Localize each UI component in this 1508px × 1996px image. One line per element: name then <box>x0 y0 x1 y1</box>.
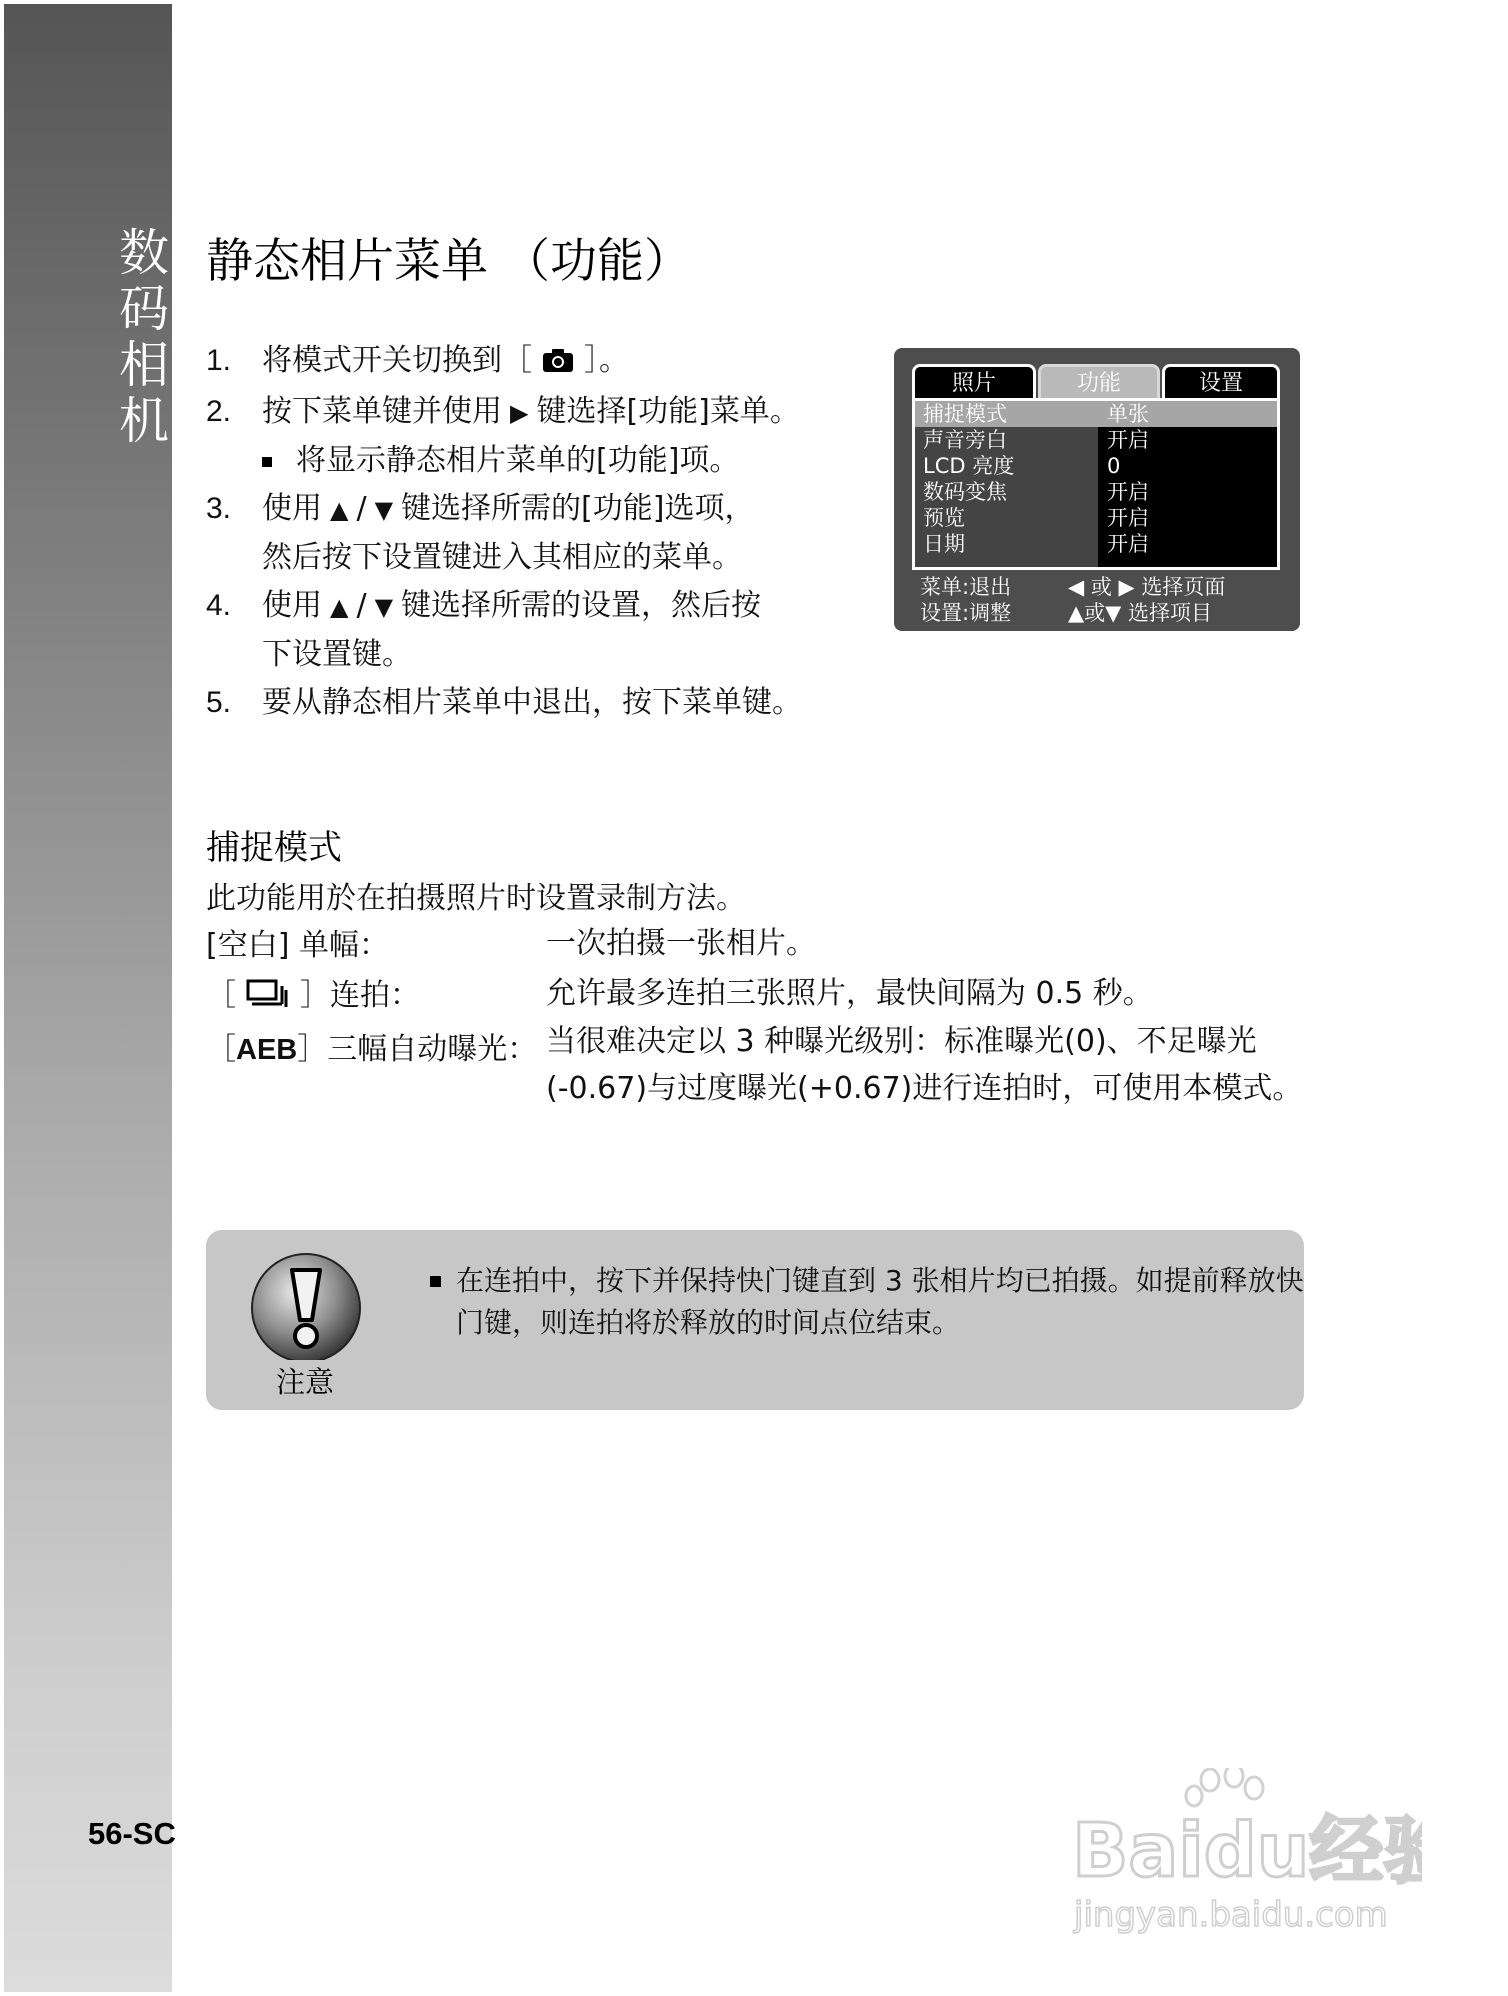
tab-settings[interactable]: 设置 <box>1162 364 1280 398</box>
menu-footer-left <box>920 574 1011 626</box>
slash: / <box>356 491 367 526</box>
step-number: 5. <box>206 686 232 719</box>
section-title: 捕捉模式 <box>206 828 342 868</box>
bullet-square-icon <box>262 457 272 467</box>
step-1 <box>206 337 866 388</box>
bracket-open: ［ <box>206 1032 236 1067</box>
menu-item-digital-zoom[interactable] <box>915 479 1277 505</box>
menu-item-voice-memo[interactable] <box>915 427 1277 453</box>
right-arrow-icon: ▶ <box>1118 575 1135 599</box>
menu-item-label: 数码变焦 <box>923 480 1007 504</box>
menu-item-value: 开启 <box>1107 506 1149 530</box>
slash: / <box>356 588 367 623</box>
menu-item-value: 单张 <box>1107 402 1149 426</box>
page-number: 56-SC <box>88 1816 176 1851</box>
tab-photo[interactable]: 照片 <box>912 364 1036 398</box>
step-2 <box>206 388 866 437</box>
down-arrow-icon: ▼ <box>374 593 394 621</box>
menu-item-lcd-brightness[interactable] <box>915 453 1277 479</box>
mode-description: 当很难决定以 3 种曝光级别：标准曝光(0)、不足曝光(-0.67)与过度曝光(+0.67)进行连拍时，可使用本模式。 <box>546 1024 1303 1106</box>
menu-item-label: 捕捉模式 <box>923 402 1007 426</box>
mode-description: 允许最多连拍三张照片，最快间隔为 0.5 秒。 <box>546 976 1153 1011</box>
up-arrow-icon: ▲ <box>330 593 349 621</box>
step-number: 4. <box>206 589 232 622</box>
menu-item-label: 声音旁白 <box>923 428 1007 452</box>
watermark <box>1062 1768 1422 1942</box>
menu-exit-hint: 菜单:退出 <box>920 575 1012 599</box>
step-text: 将模式开关切换到［ <box>262 343 532 378</box>
step-list <box>206 337 866 727</box>
mode-label: ］连拍： <box>300 978 420 1013</box>
menu-item-label: 预览 <box>923 506 965 530</box>
step-text: 使用 <box>262 588 322 623</box>
camera-icon <box>542 340 574 388</box>
menu-item-value: 开启 <box>1107 480 1149 504</box>
menu-list <box>912 398 1280 570</box>
tab-function[interactable]: 功能 <box>1038 364 1160 398</box>
note-label: 注意 <box>276 1365 335 1399</box>
select-item-hint: 选择项目 <box>1128 601 1212 625</box>
set-adjust-hint: 设置:调整 <box>920 601 1012 625</box>
watermark-url: jingyan.baidu.com <box>1074 1895 1388 1935</box>
step-number: 3. <box>206 492 232 525</box>
mode-label: ］三幅自动曝光： <box>297 1032 538 1067</box>
note-text <box>430 1260 1316 1344</box>
step-2-subitem <box>206 437 866 485</box>
sidebar-title: 数码相机 <box>111 226 169 450</box>
step-5 <box>206 679 866 727</box>
step-text: 键选择所需的设置，然后按 <box>401 588 762 623</box>
bracket-open: ［ <box>206 978 236 1013</box>
select-page-hint: 选择页面 <box>1141 575 1226 599</box>
burst-mode-icon <box>246 978 290 1016</box>
or-text: 或 <box>1084 601 1106 625</box>
step-text: 将显示静态相片菜单的[功能]项。 <box>296 443 740 478</box>
step-4 <box>206 582 866 679</box>
step-3 <box>206 485 866 582</box>
menu-item-label: LCD 亮度 <box>923 454 1015 478</box>
menu-item-value: 开启 <box>1107 532 1149 556</box>
menu-item-value: 0 <box>1107 454 1121 478</box>
step-text: 按下菜单键并使用 <box>262 394 502 429</box>
step-number: 2. <box>206 395 232 428</box>
bullet-square-icon <box>430 1276 441 1287</box>
camera-menu-screen <box>894 348 1300 631</box>
note-box <box>206 1230 1304 1410</box>
menu-item-capture-mode[interactable] <box>915 401 1277 427</box>
menu-item-preview[interactable] <box>915 505 1277 531</box>
watermark-brand: Baidu经验 <box>1072 1808 1422 1894</box>
mode-description: 一次拍摄一张相片。 <box>546 926 816 961</box>
menu-item-label: 日期 <box>923 532 965 556</box>
menu-item-date[interactable] <box>915 531 1277 557</box>
up-arrow-icon: ▲ <box>1068 601 1085 625</box>
up-arrow-icon: ▲ <box>330 496 349 524</box>
right-arrow-icon: ▶ <box>510 399 529 427</box>
page-title: 静态相片菜单 （功能） <box>206 234 691 289</box>
step-text: ］。 <box>584 343 629 378</box>
step-text-line2: 下设置键。 <box>262 637 412 672</box>
down-arrow-icon: ▼ <box>1105 601 1122 625</box>
menu-footer-right <box>1068 574 1225 626</box>
left-arrow-icon: ◀ <box>1068 575 1085 599</box>
note-body: 在连拍中，按下并保持快门键直到 3 张相片均已拍摄。如提前释放快门键，则连拍将於释放的时间点位结束。 <box>456 1264 1304 1339</box>
step-text: 使用 <box>262 491 322 526</box>
step-text-line2: 然后按下设置键进入其相应的菜单。 <box>262 540 742 575</box>
step-text: 要从静态相片菜单中退出，按下菜单键。 <box>262 685 802 720</box>
down-arrow-icon: ▼ <box>374 496 394 524</box>
warning-icon <box>248 1250 364 1364</box>
step-text: 键选择[功能]菜单。 <box>536 394 800 429</box>
section-intro: 此功能用於在拍摄照片时设置录制方法。 <box>206 881 746 916</box>
mode-label: [空白] 单幅： <box>206 928 389 963</box>
step-number: 1. <box>206 344 232 377</box>
or-text: 或 <box>1090 575 1112 599</box>
aeb-code: AEB <box>236 1034 298 1066</box>
menu-item-value: 开启 <box>1107 428 1149 452</box>
step-text: 键选择所需的[功能]选项， <box>401 491 755 526</box>
